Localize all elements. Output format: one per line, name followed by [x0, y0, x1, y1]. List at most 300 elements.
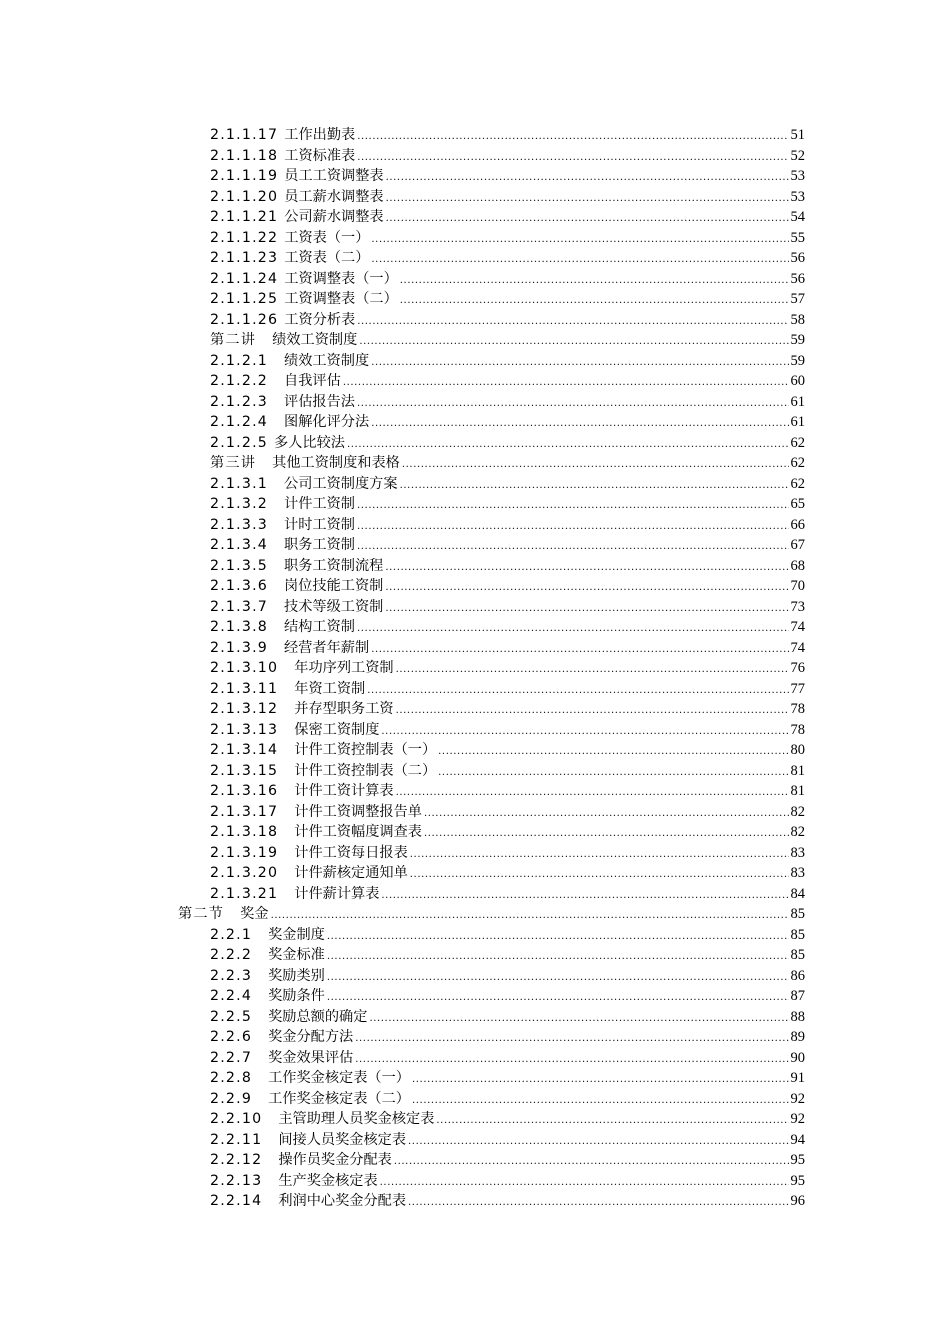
toc-entry-line: [210, 1150, 805, 1173]
toc-entry-page-number: 66: [790, 516, 805, 533]
toc-entry[interactable]: [0, 351, 950, 372]
toc-entry-page-number: 70: [790, 578, 805, 594]
toc-entry-number: 2.2.7: [210, 1049, 253, 1066]
toc-entry-line: [210, 146, 805, 169]
toc-entry-line: [210, 597, 805, 620]
toc-entry[interactable]: [0, 597, 950, 618]
toc-dot-leader: [394, 1152, 789, 1173]
toc-entry-title: 奖金效果评估: [268, 1049, 354, 1066]
toc-entry-number: 2.1.2.5: [210, 434, 269, 451]
toc-dot-leader: [385, 558, 788, 579]
toc-entry-line: [210, 351, 805, 374]
toc-entry-title: 绩效工资制度: [272, 332, 358, 348]
toc-entry-line: [210, 638, 805, 661]
toc-entry-title: 并存型职务工资: [294, 701, 394, 717]
toc-entry-line: [210, 884, 805, 907]
toc-entry-title: 岗位技能工资制: [284, 578, 384, 594]
toc-entry-title: 工作奖金核定表（一）: [268, 1070, 410, 1086]
toc-dot-leader: [357, 394, 789, 415]
toc-entry-title: 奖励总额的确定: [268, 1008, 368, 1025]
toc-entry-title: 年功序列工资制: [294, 660, 394, 676]
toc-entry-title: 工资表（一）: [284, 229, 370, 246]
toc-entry-title: 结构工资制: [284, 619, 355, 635]
toc-entry-title: 奖金分配方法: [268, 1029, 354, 1045]
toc-entry-page-number: 82: [790, 824, 805, 840]
toc-dot-leader: [369, 1009, 788, 1030]
toc-dot-leader: [343, 373, 789, 394]
toc-entry[interactable]: [0, 453, 950, 474]
toc-entry[interactable]: [0, 802, 950, 823]
toc-entry-page-number: 73: [790, 598, 805, 615]
toc-entry-page-number: 58: [790, 311, 805, 328]
toc-entry-page-number: 78: [790, 701, 805, 717]
toc-entry-line: [210, 556, 805, 579]
toc-entry-line: [210, 1089, 805, 1112]
toc-entry-title: 计件工资制: [284, 496, 355, 512]
toc-entry-page-number: 91: [790, 1070, 805, 1086]
toc-dot-leader: [355, 1029, 788, 1050]
toc-entry-number: 2.2.10: [210, 1111, 263, 1127]
toc-entry-number: 2.2.5: [210, 1008, 253, 1025]
toc-entry-page-number: 67: [790, 537, 805, 553]
toc-entry-page-number: 85: [790, 906, 805, 922]
toc-entry[interactable]: [0, 658, 950, 679]
toc-entry[interactable]: [0, 187, 950, 208]
toc-dot-leader: [357, 148, 788, 169]
toc-entry[interactable]: [0, 556, 950, 577]
toc-entry-page-number: 83: [790, 865, 805, 881]
toc-dot-leader: [400, 476, 789, 497]
toc-entry-line: [210, 453, 805, 476]
toc-entry-line: [210, 269, 805, 292]
toc-entry[interactable]: [0, 863, 950, 884]
toc-entry-page-number: 83: [790, 844, 805, 861]
toc-entry-page-number: 78: [790, 721, 805, 738]
toc-dot-leader: [408, 1193, 788, 1214]
toc-entry[interactable]: [0, 986, 950, 1007]
toc-entry-number: 2.1.3.8: [210, 619, 269, 635]
toc-entry-number: 2.2.6: [210, 1029, 253, 1045]
toc-entry-number: 2.1.2.3: [210, 393, 269, 410]
toc-dot-leader: [327, 927, 789, 948]
toc-entry-line: [210, 966, 805, 989]
toc-entry[interactable]: [0, 576, 950, 597]
toc-dot-leader: [436, 1111, 788, 1132]
toc-entry-line: [210, 330, 805, 353]
toc-entry-title: 工作出勤表: [284, 127, 356, 143]
toc-entry-number: 2.1.1.24: [210, 270, 279, 287]
toc-dot-leader: [357, 517, 789, 538]
toc-entry-line: [210, 1007, 805, 1030]
toc-entry-line: [210, 1109, 805, 1132]
toc-entry-number: 2.2.13: [210, 1172, 263, 1189]
toc-entry-line: [210, 658, 805, 681]
toc-entry-number: 2.2.11: [210, 1131, 263, 1148]
toc-entry-line: [210, 289, 805, 312]
toc-entry[interactable]: [0, 1068, 950, 1089]
toc-entry-page-number: 82: [790, 803, 805, 820]
toc-entry-title: 工作奖金核定表（二）: [268, 1090, 410, 1107]
table-of-contents: [0, 125, 950, 1212]
toc-entry-page-number: 94: [790, 1131, 805, 1148]
toc-dot-leader: [396, 783, 789, 804]
toc-entry[interactable]: [0, 1191, 950, 1212]
toc-entry-line: [210, 576, 805, 599]
toc-entry-page-number: 85: [790, 947, 805, 963]
toc-entry-page-number: 80: [790, 742, 805, 758]
toc-dot-leader: [371, 353, 788, 374]
toc-entry[interactable]: [0, 740, 950, 761]
toc-entry-line: [210, 474, 805, 497]
toc-entry-page-number: 95: [790, 1152, 805, 1168]
toc-entry-title: 计件工资调整报告单: [294, 803, 422, 820]
toc-dot-leader: [357, 312, 788, 333]
toc-entry-page-number: 68: [790, 557, 805, 574]
toc-entry-line: [210, 925, 805, 948]
toc-entry-line: [210, 187, 805, 210]
toc-entry-number: 第二节: [178, 906, 225, 922]
toc-entry-title: 经营者年薪制: [284, 639, 370, 656]
toc-entry-page-number: 96: [790, 1193, 805, 1209]
toc-entry-title: 生产奖金核定表: [278, 1172, 378, 1189]
toc-entry-title: 工资分析表: [284, 311, 356, 328]
toc-entry-number: 2.1.3.11: [210, 680, 279, 697]
toc-entry-line: [210, 761, 805, 784]
toc-entry-number: 2.1.3.7: [210, 598, 269, 615]
toc-entry-line: [210, 740, 805, 763]
toc-entry-number: 2.1.3.21: [210, 885, 279, 902]
toc-entry-number: 2.1.3.10: [210, 660, 279, 676]
toc-entry-title: 公司工资制度方案: [284, 475, 398, 492]
toc-entry[interactable]: [0, 781, 950, 802]
toc-entry-number: 2.1.3.6: [210, 578, 269, 594]
toc-entry[interactable]: [0, 474, 950, 495]
toc-entry-page-number: 95: [790, 1172, 805, 1189]
toc-entry-title: 奖金: [240, 906, 269, 922]
toc-entry[interactable]: [0, 843, 950, 864]
toc-entry-number: 2.2.14: [210, 1193, 263, 1209]
toc-entry-number: 2.1.1.22: [210, 229, 279, 246]
toc-dot-leader: [410, 865, 789, 886]
toc-dot-leader: [380, 1173, 789, 1194]
toc-entry-title: 工资调整表（一）: [284, 270, 398, 287]
toc-entry-number: 2.1.3.19: [210, 844, 279, 861]
toc-entry[interactable]: [0, 1109, 950, 1130]
toc-entry-page-number: 53: [790, 188, 805, 205]
toc-entry-page-number: 53: [790, 168, 805, 184]
toc-dot-leader: [371, 640, 788, 661]
toc-entry[interactable]: [0, 228, 950, 249]
toc-dot-leader: [327, 968, 789, 989]
toc-entry-number: 2.1.1.26: [210, 311, 279, 328]
toc-entry-page-number: 62: [790, 455, 805, 471]
toc-entry-page-number: 90: [790, 1049, 805, 1066]
toc-entry-line: [210, 843, 805, 866]
toc-entry-line: [210, 371, 805, 394]
toc-dot-leader: [381, 886, 788, 907]
toc-entry-page-number: 62: [790, 475, 805, 492]
toc-entry-line: [210, 945, 805, 968]
toc-entry-title: 计件工资控制表（二）: [294, 762, 437, 779]
toc-entry-page-number: 65: [790, 496, 805, 512]
toc-entry-title: 职务工资制流程: [284, 557, 384, 574]
toc-dot-leader: [357, 619, 789, 640]
toc-entry-number: 2.2.3: [210, 967, 253, 984]
toc-entry-number: 2.1.3.9: [210, 639, 269, 656]
toc-entry-line: [210, 617, 805, 640]
toc-dot-leader: [357, 127, 788, 148]
toc-entry-line: [210, 699, 805, 722]
toc-entry-number: 2.1.3.4: [210, 537, 269, 553]
toc-entry-number: 2.1.2.1: [210, 352, 269, 369]
toc-entry[interactable]: [0, 617, 950, 638]
toc-entry[interactable]: [0, 679, 950, 700]
toc-entry[interactable]: [0, 146, 950, 167]
toc-entry-page-number: 81: [790, 762, 805, 779]
toc-entry-page-number: 51: [790, 127, 805, 143]
toc-entry-page-number: 84: [790, 885, 805, 902]
toc-dot-leader: [412, 1091, 789, 1112]
toc-entry-page-number: 56: [790, 270, 805, 287]
toc-entry-line: [210, 494, 805, 517]
toc-entry-number: 2.1.3.13: [210, 721, 279, 738]
toc-entry-page-number: 88: [790, 1008, 805, 1025]
toc-entry-page-number: 52: [790, 147, 805, 164]
toc-entry-page-number: 61: [790, 393, 805, 410]
toc-entry-title: 主管助理人员奖金核定表: [278, 1111, 435, 1127]
toc-entry[interactable]: [0, 1150, 950, 1171]
toc-dot-leader: [371, 250, 788, 271]
toc-entry-number: 2.1.1.23: [210, 250, 279, 266]
toc-entry[interactable]: [0, 638, 950, 659]
toc-entry-page-number: 55: [790, 229, 805, 246]
toc-entry[interactable]: [0, 207, 950, 228]
toc-entry-title: 计件工资每日报表: [294, 844, 408, 861]
toc-entry-title: 计件工资幅度调查表: [294, 824, 422, 840]
toc-entry-number: 2.1.3.5: [210, 557, 269, 574]
toc-dot-leader: [386, 168, 789, 189]
toc-entry-page-number: 86: [790, 967, 805, 984]
toc-entry-number: 2.1.3.12: [210, 701, 279, 717]
toc-entry-line: [210, 1048, 805, 1071]
toc-entry-page-number: 57: [790, 291, 805, 307]
toc-entry-line: [210, 166, 805, 189]
toc-dot-leader: [359, 332, 788, 353]
toc-entry-number: 2.2.4: [210, 988, 253, 1004]
toc-entry-title: 间接人员奖金核定表: [278, 1131, 407, 1148]
toc-entry[interactable]: [0, 1007, 950, 1028]
toc-entry-title: 公司薪水调整表: [284, 209, 384, 225]
toc-dot-leader: [410, 845, 789, 866]
toc-entry-title: 多人比较法: [274, 434, 345, 451]
toc-entry-line: [210, 1191, 805, 1214]
toc-entry-line: [210, 125, 805, 148]
toc-entry-title: 图解化评分法: [284, 414, 370, 430]
toc-entry-number: 2.1.3.17: [210, 803, 279, 820]
toc-dot-leader: [347, 435, 789, 456]
toc-dot-leader: [271, 906, 789, 927]
toc-entry-number: 2.1.2.4: [210, 414, 269, 430]
toc-entry[interactable]: [0, 515, 950, 536]
toc-entry-title: 职务工资制: [284, 537, 355, 553]
toc-entry-number: 2.1.1.21: [210, 209, 279, 225]
toc-dot-leader: [408, 1132, 788, 1153]
toc-entry-title: 绩效工资制度: [284, 352, 370, 369]
toc-entry-page-number: 92: [790, 1111, 805, 1127]
toc-entry-number: 2.2.8: [210, 1070, 253, 1086]
toc-entry-line: [210, 207, 805, 230]
toc-entry-title: 奖励条件: [268, 988, 325, 1004]
toc-entry-page-number: 62: [790, 434, 805, 451]
toc-entry-line: [210, 679, 805, 702]
toc-entry-line: [178, 904, 805, 927]
toc-entry-page-number: 92: [790, 1090, 805, 1107]
toc-entry-page-number: 76: [790, 660, 805, 676]
toc-entry-title: 保密工资制度: [294, 721, 380, 738]
toc-entry-number: 第三讲: [210, 455, 257, 471]
toc-entry-number: 2.1.3.14: [210, 742, 279, 758]
toc-entry-page-number: 87: [790, 988, 805, 1004]
toc-entry[interactable]: [0, 966, 950, 987]
toc-entry[interactable]: [0, 945, 950, 966]
toc-entry-number: 2.1.3.16: [210, 783, 279, 799]
toc-entry-number: 2.1.1.18: [210, 147, 279, 164]
toc-dot-leader: [371, 414, 788, 435]
toc-entry-number: 第二讲: [210, 332, 257, 348]
toc-entry-page-number: 81: [790, 783, 805, 799]
toc-dot-leader: [424, 804, 789, 825]
toc-entry[interactable]: [0, 125, 950, 146]
toc-entry-title: 计件工资计算表: [294, 783, 394, 799]
toc-entry-number: 2.1.3.1: [210, 475, 269, 492]
toc-entry[interactable]: [0, 884, 950, 905]
toc-entry[interactable]: [0, 699, 950, 720]
toc-entry-line: [210, 433, 805, 456]
toc-entry-line: [210, 248, 805, 271]
toc-entry-line: [210, 781, 805, 804]
toc-entry-page-number: 60: [790, 373, 805, 389]
toc-entry-line: [210, 1068, 805, 1091]
toc-entry[interactable]: [0, 494, 950, 515]
toc-entry[interactable]: [0, 371, 950, 392]
toc-entry[interactable]: [0, 330, 950, 351]
toc-entry[interactable]: [0, 1130, 950, 1151]
toc-entry-line: [210, 1027, 805, 1050]
toc-entry-number: 2.1.3.3: [210, 516, 269, 533]
toc-entry[interactable]: [0, 1027, 950, 1048]
toc-entry-number: 2.1.3.20: [210, 865, 279, 881]
toc-entry[interactable]: [0, 289, 950, 310]
toc-entry[interactable]: [0, 248, 950, 269]
toc-entry-title: 自我评估: [284, 373, 341, 389]
toc-entry-line: [210, 822, 805, 845]
toc-entry-number: 2.1.3.15: [210, 762, 279, 779]
toc-dot-leader: [412, 1070, 789, 1091]
toc-dot-leader: [396, 660, 789, 681]
toc-entry-title: 奖励类别: [268, 967, 325, 984]
toc-entry-page-number: 61: [790, 414, 805, 430]
toc-entry-line: [210, 1130, 805, 1153]
toc-entry-title: 计时工资制: [284, 516, 355, 533]
toc-dot-leader: [327, 988, 789, 1009]
toc-entry-line: [210, 986, 805, 1009]
toc-entry-page-number: 54: [790, 209, 805, 225]
toc-dot-leader: [381, 722, 788, 743]
toc-entry-line: [210, 863, 805, 886]
toc-entry-title: 员工工资调整表: [284, 168, 384, 184]
toc-dot-leader: [386, 209, 789, 230]
toc-entry[interactable]: [0, 535, 950, 556]
toc-dot-leader: [402, 455, 789, 476]
toc-entry-line: [210, 412, 805, 435]
toc-entry-number: 2.1.2.2: [210, 373, 269, 389]
toc-entry-number: 2.2.12: [210, 1152, 263, 1168]
toc-entry-number: 2.2.9: [210, 1090, 253, 1107]
toc-entry[interactable]: [0, 269, 950, 290]
toc-entry[interactable]: [0, 310, 950, 331]
toc-entry[interactable]: [0, 761, 950, 782]
toc-entry[interactable]: [0, 392, 950, 413]
toc-dot-leader: [386, 189, 789, 210]
toc-entry[interactable]: [0, 1089, 950, 1110]
toc-entry-page-number: 85: [790, 926, 805, 943]
toc-dot-leader: [371, 230, 788, 251]
toc-dot-leader: [400, 271, 789, 292]
toc-dot-leader: [355, 1050, 788, 1071]
toc-entry-page-number: 74: [790, 639, 805, 656]
toc-entry-title: 工资调整表（二）: [284, 291, 398, 307]
toc-entry-number: 2.1.3.2: [210, 496, 269, 512]
toc-entry-page-number: 74: [790, 619, 805, 635]
toc-dot-leader: [438, 763, 788, 784]
toc-entry[interactable]: [0, 166, 950, 187]
toc-entry-title: 评估报告法: [284, 393, 355, 410]
toc-dot-leader: [385, 578, 788, 599]
toc-entry-line: [210, 515, 805, 538]
toc-entry-title: 操作员奖金分配表: [278, 1152, 392, 1168]
toc-entry-line: [210, 1171, 805, 1194]
toc-entry[interactable]: [0, 1171, 950, 1192]
toc-entry-title: 工资表（二）: [284, 250, 370, 266]
toc-entry-title: 工资标准表: [284, 147, 356, 164]
toc-entry-title: 利润中心奖金分配表: [278, 1193, 407, 1209]
toc-dot-leader: [396, 701, 789, 722]
toc-entry[interactable]: [0, 720, 950, 741]
toc-entry[interactable]: [0, 433, 950, 454]
toc-entry-title: 计件薪核定通知单: [294, 865, 408, 881]
toc-entry[interactable]: [0, 412, 950, 433]
toc-entry[interactable]: [0, 822, 950, 843]
toc-dot-leader: [367, 681, 788, 702]
toc-entry-number: 2.1.1.17: [210, 127, 279, 143]
toc-entry-title: 计件薪计算表: [294, 885, 380, 902]
toc-entry[interactable]: [0, 1048, 950, 1069]
toc-dot-leader: [424, 824, 789, 845]
toc-entry-number: 2.1.1.19: [210, 168, 279, 184]
toc-entry[interactable]: [0, 904, 950, 925]
toc-entry[interactable]: [0, 925, 950, 946]
toc-dot-leader: [438, 742, 788, 763]
toc-dot-leader: [400, 291, 789, 312]
toc-entry-page-number: 89: [790, 1029, 805, 1045]
toc-entry-line: [210, 392, 805, 415]
toc-dot-leader: [357, 537, 789, 558]
toc-entry-number: 2.2.2: [210, 947, 253, 963]
toc-entry-title: 员工薪水调整表: [284, 188, 384, 205]
toc-entry-page-number: 56: [790, 250, 805, 266]
toc-entry-line: [210, 535, 805, 558]
toc-entry-title: 计件工资控制表（一）: [294, 742, 437, 758]
